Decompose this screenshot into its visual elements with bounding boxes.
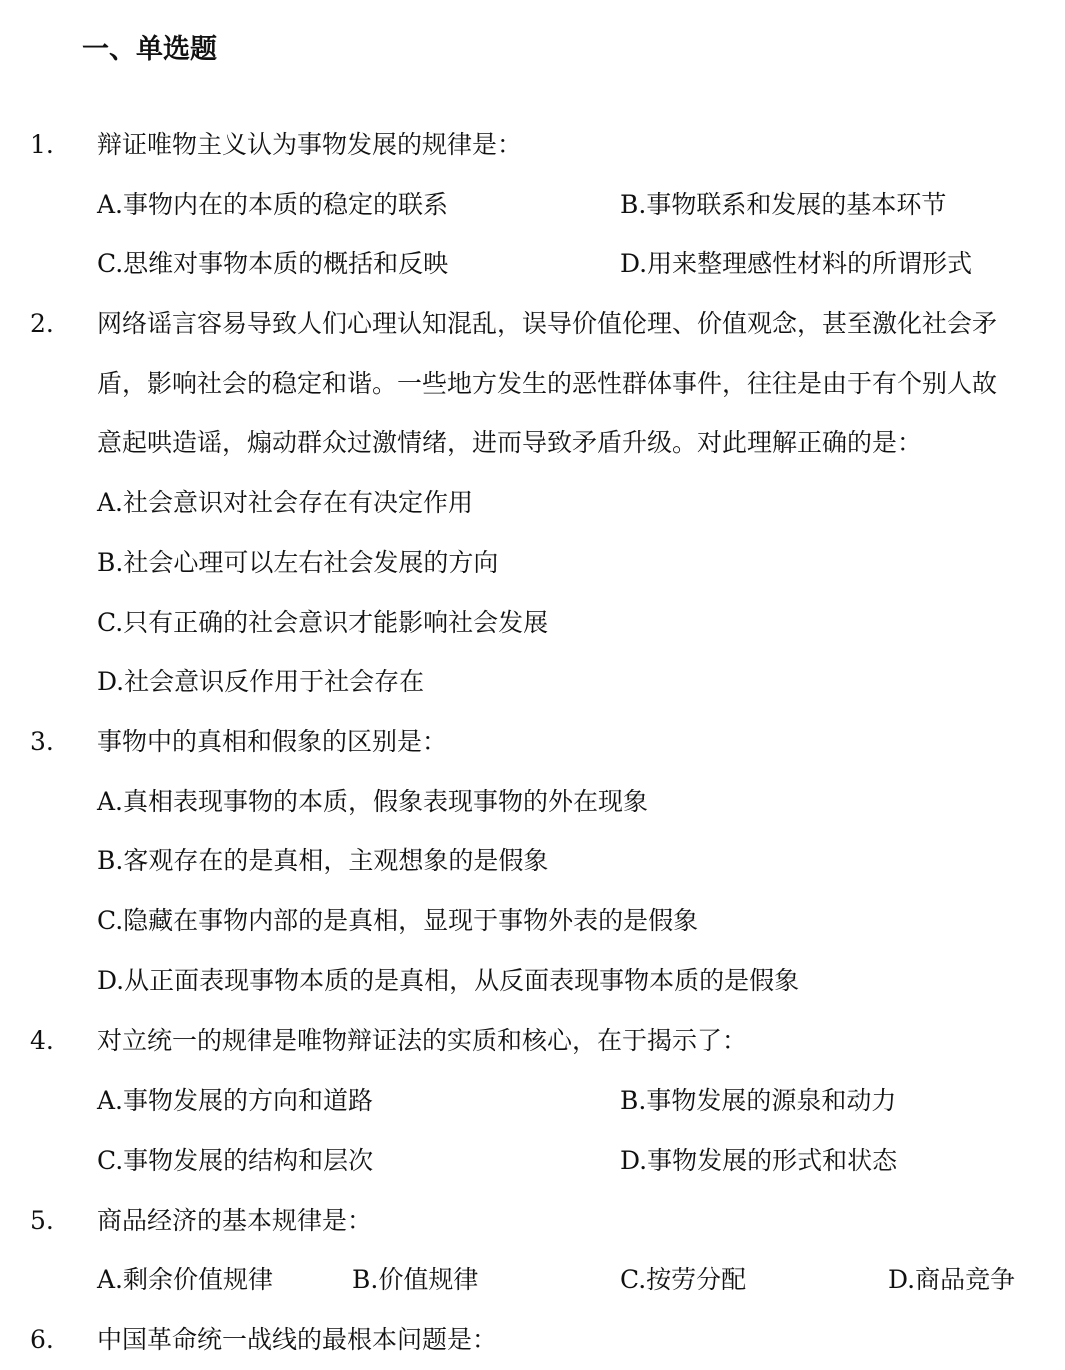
question-4-option-b: B.事物发展的源泉和动力	[620, 1086, 897, 1115]
question-3-option-b: B.客观存在的是真相，主观想象的是假象	[97, 846, 549, 875]
question-2-stem-line-2: 盾，影响社会的稳定和谐。一些地方发生的恶性群体事件，往往是由于有个别人故	[97, 369, 998, 398]
question-3-stem: 事物中的真相和假象的区别是：	[97, 727, 448, 756]
question-1-option-c: C.思维对事物本质的概括和反映	[97, 249, 449, 278]
question-1-option-d: D.用来整理感性材料的所谓形式	[620, 249, 973, 278]
question-3-option-a: A.真相表现事物的本质，假象表现事物的外在现象	[97, 787, 649, 816]
question-4-stem: 对立统一的规律是唯物辩证法的实质和核心，在于揭示了：	[97, 1026, 748, 1055]
question-2-stem-line-3: 意起哄造谣，煽动群众过激情绪，进而导致矛盾升级。对此理解正确的是：	[97, 428, 923, 457]
section-title: 一、单选题	[82, 34, 217, 65]
question-5-option-d: D.商品竞争	[888, 1265, 1016, 1294]
question-5-option-b: B.价值规律	[352, 1265, 479, 1294]
question-5-option-c: C.按劳分配	[620, 1265, 747, 1294]
question-4-option-d: D.事物发展的形式和状态	[620, 1146, 898, 1175]
question-5-option-a: A.剩余价值规律	[97, 1265, 274, 1294]
question-3-number: 3.	[30, 727, 54, 756]
question-6-stem: 中国革命统一战线的最根本问题是：	[97, 1325, 498, 1354]
question-2-option-b: B.社会心理可以左右社会发展的方向	[97, 548, 499, 577]
question-2-number: 2.	[30, 309, 54, 338]
question-3-option-c: C.隐藏在事物内部的是真相，显现于事物外表的是假象	[97, 906, 699, 935]
question-4-number: 4.	[30, 1026, 54, 1055]
question-1-stem: 辩证唯物主义认为事物发展的规律是：	[97, 130, 523, 159]
question-2-option-a: A.社会意识对社会存在有决定作用	[97, 488, 474, 517]
question-2-option-c: C.只有正确的社会意识才能影响社会发展	[97, 608, 549, 637]
question-3-option-d: D.从正面表现事物本质的是真相，从反面表现事物本质的是假象	[97, 966, 800, 995]
question-1-option-a: A.事物内在的本质的稳定的联系	[97, 190, 449, 219]
question-4-option-a: A.事物发展的方向和道路	[97, 1086, 374, 1115]
question-2-stem-line-1: 网络谣言容易导致人们心理认知混乱，误导价值伦理、价值观念，甚至激化社会矛	[97, 309, 998, 338]
question-1-option-b: B.事物联系和发展的基本环节	[620, 190, 947, 219]
question-1-number: 1.	[30, 130, 54, 159]
question-4-option-c: C.事物发展的结构和层次	[97, 1146, 374, 1175]
question-6-number: 6.	[30, 1325, 54, 1354]
question-2-option-d: D.社会意识反作用于社会存在	[97, 667, 425, 696]
question-5-number: 5.	[30, 1206, 54, 1235]
question-5-stem: 商品经济的基本规律是：	[97, 1206, 373, 1235]
